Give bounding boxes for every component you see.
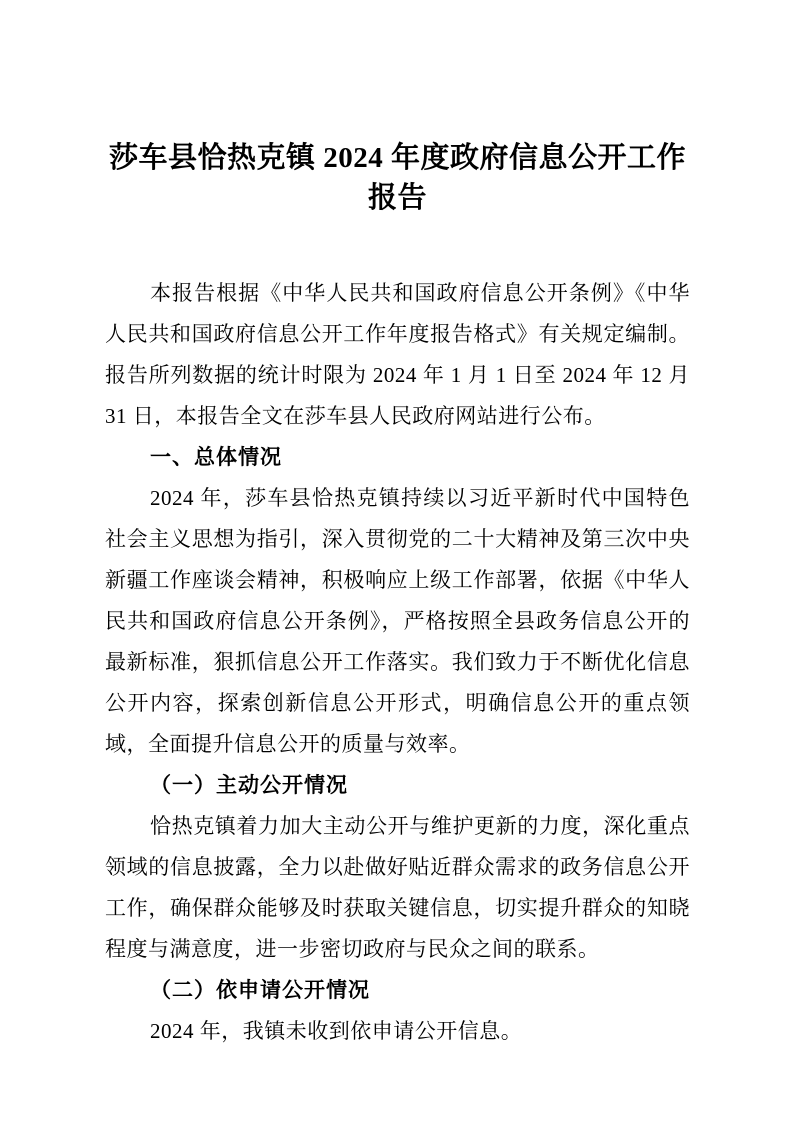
disclosure-upon-request-paragraph: 2024 年，我镇未收到依申请公开信息。 <box>150 1019 523 1043</box>
report-title: 莎车县恰热克镇 2024 年度政府信息公开工作报告 <box>108 142 686 214</box>
subsection-heading-disclosure-upon-request: （二）依申请公开情况 <box>150 978 370 1002</box>
subsection-heading-proactive-disclosure: （一）主动公开情况 <box>150 773 348 797</box>
overview-paragraph: 2024 年，莎车县恰热克镇持续以习近平新时代中国特色社会主义思想为指引，深入贯彻党的二十大精神及第三次中央新疆工作座谈会精神，积极响应上级工作部署，依据《中华人民共和国政府信息公开条例》，严格按照全县政务信息公开的最新标准，狠抓信息公开工作落实。我们致力于不断优化信息公开内容，探索创新信息公开形式，明确信息公开的重点领域，全面提升信息公开的质量与效率。 <box>105 486 690 756</box>
section-heading-overview: 一、总体情况 <box>150 446 282 469</box>
proactive-disclosure-paragraph: 恰热克镇着力加大主动公开与维护更新的力度，深化重点领域的信息披露，全力以赴做好贴近群众需求的政务信息公开工作，确保群众能够及时获取关键信息，切实提升群众的知晓程度与满意度，进一步密切政府与民众之间的联系。 <box>105 814 690 961</box>
intro-paragraph: 本报告根据《中华人民共和国政府信息公开条例》《中华人民共和国政府信息公开工作年度报告格式》有关规定编制。报告所列数据的统计时限为 2024 年 1 月 1 日至 2024 年 12 月 31 日，本报告全文在莎车县人民政府网站进行公布。 <box>105 281 690 428</box>
